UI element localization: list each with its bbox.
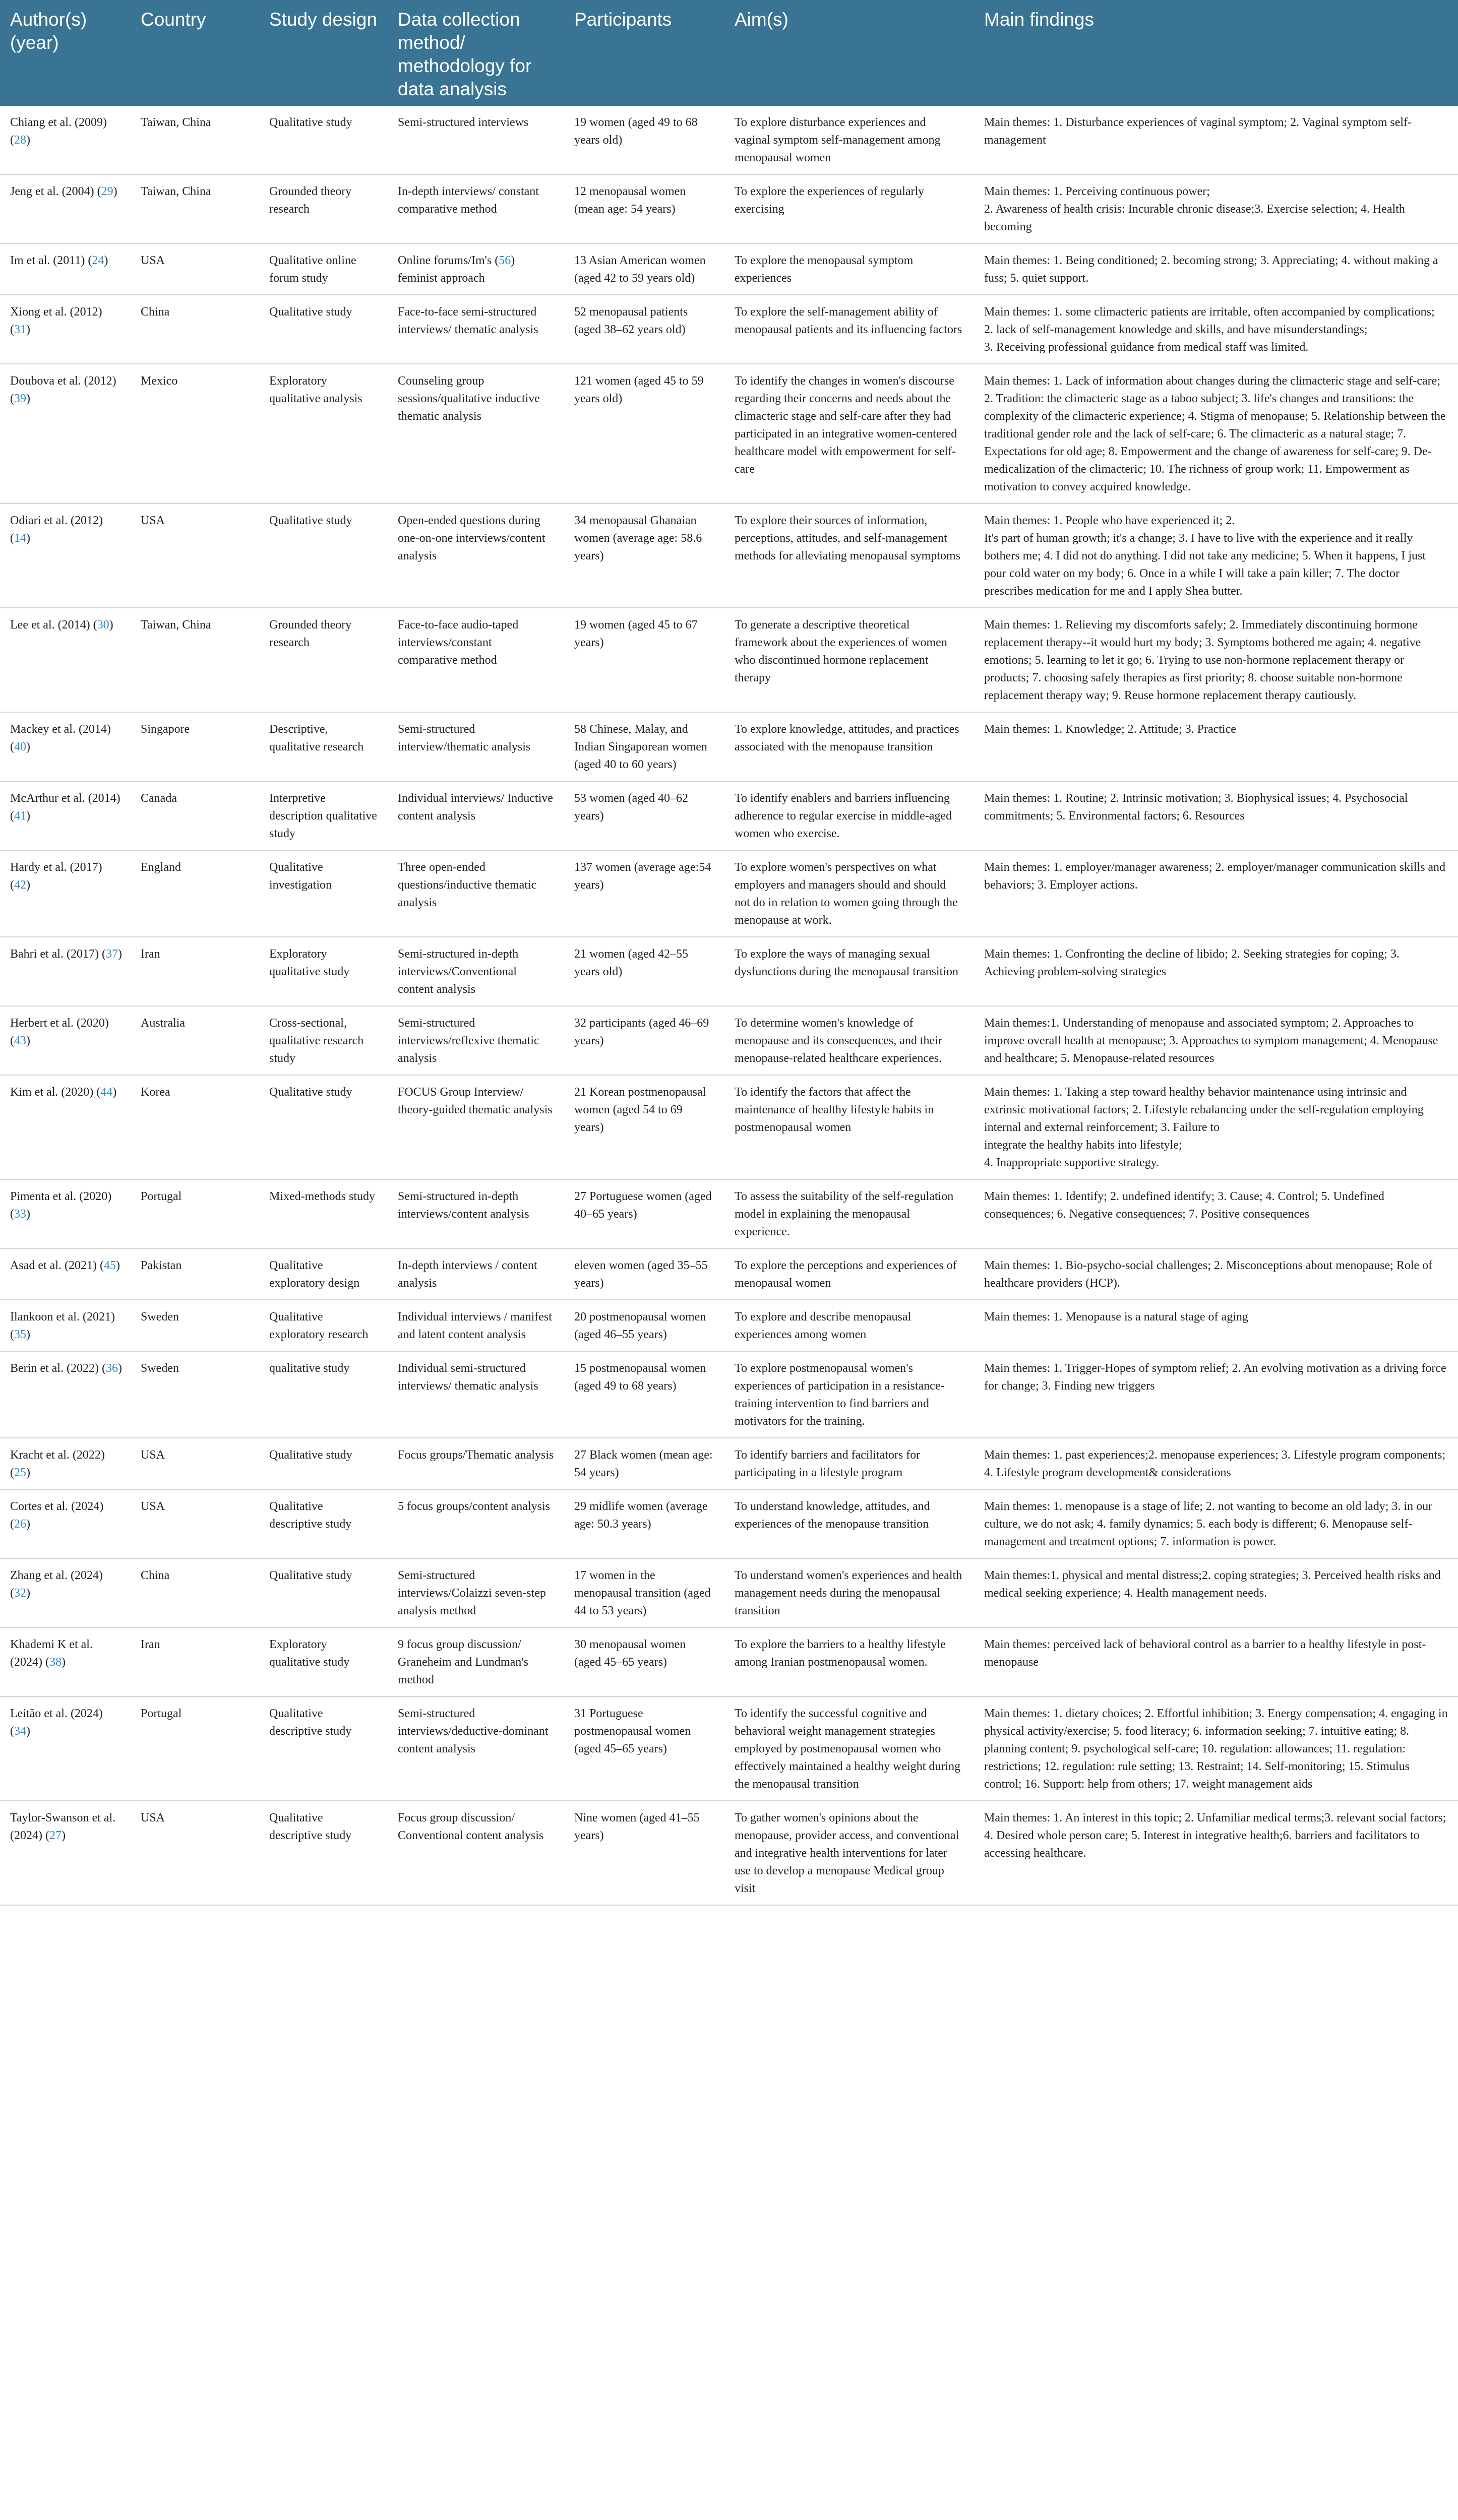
cell-aims: To generate a descriptive theoretical framework about the experiences of women who discontinued hormone replacement therapy — [724, 608, 974, 712]
cell-aims: To identify barriers and facilitators for participating in a lifestyle program — [724, 1438, 974, 1489]
author-text: Kim et al. (2020) ( — [10, 1086, 101, 1099]
table-row — [0, 608, 1458, 712]
cell-method: FOCUS Group Interview/ theory-guided thematic analysis — [388, 1075, 564, 1179]
table-row — [0, 295, 1458, 364]
cell-country: China — [131, 295, 259, 364]
reference-link[interactable]: 27 — [49, 1829, 62, 1842]
cell-author — [0, 1489, 131, 1558]
cell-country: USA — [131, 1438, 259, 1489]
cell-study-design: Qualitative investigation — [259, 850, 388, 937]
cell-participants: 27 Portuguese women (aged 40–65 years) — [564, 1179, 724, 1248]
cell-aims: To explore knowledge, attitudes, and practices associated with the menopause transition — [724, 712, 974, 781]
author-text-end: ) — [26, 878, 30, 892]
cell-aims: To explore the menopausal symptom experiences — [724, 243, 974, 295]
cell-study-design: Grounded theory research — [259, 174, 388, 243]
cell-aims: To explore the experiences of regularly exercising — [724, 174, 974, 243]
cell-country: Korea — [131, 1075, 259, 1179]
table-row — [0, 1489, 1458, 1558]
cell-participants: 29 midlife women (average age: 50.3 years) — [564, 1489, 724, 1558]
cell-author — [0, 1179, 131, 1248]
author-text-end: ) — [117, 948, 122, 961]
cell-country: Pakistan — [131, 1248, 259, 1300]
cell-method: Semi-structured in-depth interviews/content analysis — [388, 1179, 564, 1248]
cell-study-design: Descriptive, qualitative research — [259, 712, 388, 781]
author-text: Chiang et al. (2009) ( — [10, 116, 107, 147]
reference-link[interactable]: 31 — [14, 323, 26, 336]
reference-link[interactable]: 40 — [14, 740, 26, 753]
author-text: Hardy et al. (2017) ( — [10, 861, 102, 892]
cell-country: Taiwan, China — [131, 608, 259, 712]
cell-participants: 15 postmenopausal women (aged 49 to 68 years) — [564, 1351, 724, 1438]
cell-findings: Main themes: perceived lack of behavioral control as a barrier to a healthy lifestyle in post-menopause — [974, 1627, 1458, 1696]
author-text: Mackey et al. (2014) ( — [10, 723, 111, 753]
author-text-end: ) — [113, 185, 117, 198]
cell-method: Semi-structured interviews/Colaizzi seven-step analysis method — [388, 1558, 564, 1627]
reference-link[interactable]: 33 — [14, 1208, 26, 1221]
reference-link[interactable]: 41 — [14, 809, 26, 823]
cell-country: Iran — [131, 937, 259, 1006]
cell-method: Three open-ended questions/inductive thematic analysis — [388, 850, 564, 937]
cell-country: USA — [131, 1489, 259, 1558]
cell-method: Counseling group sessions/qualitative inductive thematic analysis — [388, 364, 564, 503]
reference-link[interactable]: 56 — [499, 254, 511, 267]
cell-aims: To explore the perceptions and experiences of menopausal women — [724, 1248, 974, 1300]
author-text-end: ) — [26, 1328, 30, 1341]
cell-study-design: Qualitative exploratory design — [259, 1248, 388, 1300]
cell-study-design: Mixed-methods study — [259, 1179, 388, 1248]
reference-link[interactable]: 42 — [14, 878, 26, 892]
reference-link[interactable]: 43 — [14, 1034, 26, 1047]
table-row — [0, 1801, 1458, 1905]
table-row — [0, 1075, 1458, 1179]
cell-study-design: Exploratory qualitative study — [259, 1627, 388, 1696]
cell-study-design: Qualitative descriptive study — [259, 1489, 388, 1558]
header-study-design: Study design — [259, 0, 388, 106]
cell-participants: 58 Chinese, Malay, and Indian Singaporean women (aged 40 to 60 years) — [564, 712, 724, 781]
cell-aims: To explore and describe menopausal experiences among women — [724, 1300, 974, 1351]
cell-participants: 19 women (aged 49 to 68 years old) — [564, 106, 724, 174]
cell-method: Open-ended questions during one-on-one interviews/content analysis — [388, 503, 564, 608]
cell-aims: To explore the ways of managing sexual dysfunctions during the menopausal transition — [724, 937, 974, 1006]
cell-findings: Main themes: 1. Perceiving continuous power; 2. Awareness of health crisis: Incurable chronic disease;3. Exercise selection; 4. Health becoming — [974, 174, 1458, 243]
cell-aims: To identify enablers and barriers influencing adherence to regular exercise in middle-aged women who exercise. — [724, 781, 974, 850]
author-text: Taylor-Swanson et al. (2024) ( — [10, 1811, 116, 1842]
reference-link[interactable]: 38 — [49, 1656, 62, 1669]
author-text-end: ) — [61, 1656, 66, 1669]
cell-aims: To explore their sources of information, perceptions, attitudes, and self-management methods for alleviating menopausal symptoms — [724, 503, 974, 608]
cell-participants: 21 women (aged 42–55 years old) — [564, 937, 724, 1006]
reference-link[interactable]: 37 — [105, 948, 118, 961]
cell-country: Portugal — [131, 1179, 259, 1248]
cell-study-design: Grounded theory research — [259, 608, 388, 712]
cell-study-design: Qualitative study — [259, 1075, 388, 1179]
table-row — [0, 174, 1458, 243]
table-body — [0, 106, 1458, 1905]
header-findings: Main findings — [974, 0, 1458, 106]
table-row — [0, 1558, 1458, 1627]
cell-country: Australia — [131, 1006, 259, 1075]
cell-findings: Main themes: 1. Being conditioned; 2. becoming strong; 3. Appreciating; 4. without making a fuss; 5. quiet support. — [974, 243, 1458, 295]
cell-country: Sweden — [131, 1351, 259, 1438]
author-text: Zhang et al. (2024) ( — [10, 1569, 103, 1600]
cell-study-design: Qualitative study — [259, 1438, 388, 1489]
author-text-end: ) — [26, 1587, 30, 1600]
cell-aims: To determine women's knowledge of menopause and its consequences, and their menopause-related healthcare experiences. — [724, 1006, 974, 1075]
cell-author — [0, 1300, 131, 1351]
cell-author — [0, 1248, 131, 1300]
cell-country: USA — [131, 243, 259, 295]
author-text-end: ) — [26, 1466, 30, 1479]
cell-country: Iran — [131, 1627, 259, 1696]
author-text-end: ) — [112, 1086, 117, 1099]
table-row — [0, 1248, 1458, 1300]
cell-author — [0, 608, 131, 712]
cell-participants: 34 menopausal Ghanaian women (average age: 58.6 years) — [564, 503, 724, 608]
cell-aims: To gather women's opinions about the menopause, provider access, and conventional and integrative health interventions for later use to develop a menopause Medical group visit — [724, 1801, 974, 1905]
method-text-end: ) feminist approach — [398, 254, 515, 285]
cell-aims: To identify the factors that affect the maintenance of healthy lifestyle habits in postmenopausal women — [724, 1075, 974, 1179]
cell-aims: To explore disturbance experiences and vaginal symptom self-management among menopausal women — [724, 106, 974, 174]
table-row — [0, 1300, 1458, 1351]
author-text: Lee et al. (2014) ( — [10, 618, 97, 632]
author-text-end: ) — [26, 532, 30, 545]
author-text-end: ) — [117, 1362, 122, 1375]
cell-study-design: Qualitative study — [259, 503, 388, 608]
cell-findings: Main themes: 1. dietary choices; 2. Effortful inhibition; 3. Energy compensation; 4. engaging in physical activity/exercise; 5. food literacy; 6. information seeking; 7. intuitive eating; 8. planning content; 9. psychological self-care; 10. regulation: allowances; 11. regulation: restrictions; 12. regulation: rule setting; 13. Restraint; 14. Self-monitoring; 15. Stimulus control; 16. Support: help from others; 17. weight management aids — [974, 1696, 1458, 1801]
cell-method: Individual semi-structured interviews/ thematic analysis — [388, 1351, 564, 1438]
cell-author — [0, 1627, 131, 1696]
cell-author — [0, 1438, 131, 1489]
cell-author — [0, 1696, 131, 1801]
author-text: Khademi K et al. (2024) ( — [10, 1638, 93, 1669]
cell-author — [0, 1006, 131, 1075]
table-header — [0, 0, 1458, 106]
table-row — [0, 1438, 1458, 1489]
cell-author — [0, 1075, 131, 1179]
author-text-end: ) — [61, 1829, 66, 1842]
cell-method: In-depth interviews/ constant comparative method — [388, 174, 564, 243]
cell-participants: 31 Portuguese postmenopausal women (aged 45–65 years) — [564, 1696, 724, 1801]
cell-study-design: Cross-sectional, qualitative research study — [259, 1006, 388, 1075]
table-row — [0, 1179, 1458, 1248]
cell-method: Semi-structured interview/thematic analysis — [388, 712, 564, 781]
cell-study-design: Qualitative descriptive study — [259, 1801, 388, 1905]
header-aims: Aim(s) — [724, 0, 974, 106]
cell-participants: 32 participants (aged 46–69 years) — [564, 1006, 724, 1075]
cell-findings: Main themes: 1. Confronting the decline of libido; 2. Seeking strategies for coping; 3. Achieving problem-solving strategies — [974, 937, 1458, 1006]
cell-country: Taiwan, China — [131, 174, 259, 243]
author-text: Cortes et al. (2024) ( — [10, 1500, 104, 1531]
table-row — [0, 712, 1458, 781]
cell-participants: 121 women (aged 45 to 59 years old) — [564, 364, 724, 503]
cell-method: Face-to-face semi-structured interviews/ thematic analysis — [388, 295, 564, 364]
reference-link[interactable]: 24 — [92, 254, 104, 267]
cell-method: Individual interviews/ Inductive content analysis — [388, 781, 564, 850]
author-text: Ilankoon et al. (2021) ( — [10, 1310, 115, 1341]
table-row — [0, 850, 1458, 937]
cell-study-design: Qualitative study — [259, 106, 388, 174]
cell-study-design: Qualitative study — [259, 1558, 388, 1627]
cell-participants: 30 menopausal women (aged 45–65 years) — [564, 1627, 724, 1696]
cell-findings: Main themes: 1. Routine; 2. Intrinsic motivation; 3. Biophysical issues; 4. Psychosocial commitments; 5. Environmental factors; 6. Resources — [974, 781, 1458, 850]
cell-study-design: Qualitative descriptive study — [259, 1696, 388, 1801]
cell-method — [388, 243, 564, 295]
author-text: Bahri et al. (2017) ( — [10, 948, 106, 961]
cell-participants: 52 menopausal patients (aged 38–62 years old) — [564, 295, 724, 364]
cell-findings: Main themes: 1. past experiences;2. menopause experiences; 3. Lifestyle program components; 4. Lifestyle program development& considerations — [974, 1438, 1458, 1489]
cell-country: Canada — [131, 781, 259, 850]
cell-author — [0, 1351, 131, 1438]
cell-findings: Main themes: 1. An interest in this topic; 2. Unfamiliar medical terms;3. relevant social factors; 4. Desired whole person care; 5. Interest in integrative health;6. barriers and facilitators to accessing healthcare. — [974, 1801, 1458, 1905]
cell-participants: 21 Korean postmenopausal women (aged 54 to 69 years) — [564, 1075, 724, 1179]
cell-country: Mexico — [131, 364, 259, 503]
author-text-end: ) — [26, 1518, 30, 1531]
reference-link[interactable]: 25 — [14, 1466, 26, 1479]
cell-method: 9 focus group discussion/ Graneheim and Lundman's method — [388, 1627, 564, 1696]
author-text-end: ) — [104, 254, 108, 267]
reference-link[interactable]: 14 — [14, 532, 26, 545]
cell-country: England — [131, 850, 259, 937]
author-text-end: ) — [109, 618, 113, 632]
cell-author — [0, 295, 131, 364]
cell-study-design: Interpretive description qualitative study — [259, 781, 388, 850]
author-text: Kracht et al. (2022) ( — [10, 1448, 105, 1479]
cell-findings: Main themes: 1. Bio-psycho-social challenges; 2. Misconceptions about menopause; Role of healthcare providers (HCP). — [974, 1248, 1458, 1300]
cell-participants: 27 Black women (mean age: 54 years) — [564, 1438, 724, 1489]
method-text: Online forums/Im's ( — [398, 254, 499, 267]
author-text: Herbert et al. (2020) ( — [10, 1017, 109, 1047]
table-row — [0, 781, 1458, 850]
table-row — [0, 243, 1458, 295]
reference-link[interactable]: 44 — [100, 1086, 113, 1099]
cell-author — [0, 850, 131, 937]
reference-link[interactable]: 26 — [14, 1518, 26, 1531]
reference-link[interactable]: 29 — [101, 185, 113, 198]
table-row — [0, 1006, 1458, 1075]
cell-study-design: Exploratory qualitative study — [259, 937, 388, 1006]
cell-findings: Main themes: 1. Identify; 2. undefined identify; 3. Cause; 4. Control; 5. Undefined consequences; 6. Negative consequences; 7. Positive consequences — [974, 1179, 1458, 1248]
cell-participants: 12 menopausal women (mean age: 54 years) — [564, 174, 724, 243]
cell-author — [0, 364, 131, 503]
reference-link[interactable]: 39 — [14, 392, 26, 405]
cell-findings: Main themes: 1. Relieving my discomforts safely; 2. Immediately discontinuing hormone replacement therapy--it would hurt my body; 3. Symptoms bothered me again; 4. negative emotions; 5. learning to let it go; 6. Trying to use non-hormone replacement therapy or products; 7. choosing safely therapies as first priority; 8. choose suitable non-hormone replacement therapy way; 9. Reuse hormone replacement therapy cautiously. — [974, 608, 1458, 712]
cell-participants: 17 women in the menopausal transition (aged 44 to 53 years) — [564, 1558, 724, 1627]
cell-study-design: qualitative study — [259, 1351, 388, 1438]
cell-author — [0, 937, 131, 1006]
cell-findings: Main themes: 1. Disturbance experiences of vaginal symptom; 2. Vaginal symptom self-management — [974, 106, 1458, 174]
author-text: Pimenta et al. (2020) ( — [10, 1190, 112, 1221]
cell-participants: 13 Asian American women (aged 42 to 59 years old) — [564, 243, 724, 295]
cell-country: USA — [131, 503, 259, 608]
cell-participants: 137 women (average age:54 years) — [564, 850, 724, 937]
cell-participants: 53 women (aged 40–62 years) — [564, 781, 724, 850]
reference-link[interactable]: 45 — [103, 1259, 116, 1272]
cell-study-design: Qualitative exploratory research — [259, 1300, 388, 1351]
cell-country: Taiwan, China — [131, 106, 259, 174]
cell-method: In-depth interviews / content analysis — [388, 1248, 564, 1300]
cell-method: Individual interviews / manifest and latent content analysis — [388, 1300, 564, 1351]
author-text-end: ) — [26, 1034, 30, 1047]
cell-country: Sweden — [131, 1300, 259, 1351]
cell-study-design: Qualitative online forum study — [259, 243, 388, 295]
cell-author — [0, 1558, 131, 1627]
cell-findings: Main themes: 1. employer/manager awareness; 2. employer/manager communication skills and behaviors; 3. Employer actions. — [974, 850, 1458, 937]
cell-findings: Main themes:1. physical and mental distress;2. coping strategies; 3. Perceived health risks and medical seeking experience; 4. Health management needs. — [974, 1558, 1458, 1627]
cell-participants: 20 postmenopausal women (aged 46–55 years) — [564, 1300, 724, 1351]
cell-findings: Main themes: 1. Menopause is a natural stage of aging — [974, 1300, 1458, 1351]
cell-aims: To identify the successful cognitive and behavioral weight management strategies employed by postmenopausal women who effectively maintained a healthy weight during the menopausal transition — [724, 1696, 974, 1801]
author-text-end: ) — [115, 1259, 120, 1272]
table-row — [0, 106, 1458, 174]
reference-link[interactable]: 35 — [14, 1328, 26, 1341]
cell-findings: Main themes: 1. Taking a step toward healthy behavior maintenance using intrinsic and extrinsic motivational factors; 2. Lifestyle rebalancing under the self-regulation employing internal and external reinforcement; 3. Failure to integrate the healthy habits into lifestyle; 4. Inappropriate supportive strategy. — [974, 1075, 1458, 1179]
cell-aims: To understand knowledge, attitudes, and experiences of the menopause transition — [724, 1489, 974, 1558]
cell-method: Focus group discussion/ Conventional content analysis — [388, 1801, 564, 1905]
reference-link[interactable]: 34 — [14, 1725, 26, 1738]
author-text: Doubova et al. (2012) ( — [10, 374, 116, 405]
author-text: Odiari et al. (2012) ( — [10, 514, 103, 545]
cell-method: Semi-structured interviews/reflexive thematic analysis — [388, 1006, 564, 1075]
cell-author — [0, 106, 131, 174]
cell-findings: Main themes:1. Understanding of menopause and associated symptom; 2. Approaches to improve overall health at menopause; 3. Approaches to symptom management; 4. Menopause and healthcare; 5. Menopause-related resources — [974, 1006, 1458, 1075]
cell-method: Semi-structured in-depth interviews/Conventional content analysis — [388, 937, 564, 1006]
author-text-end: ) — [26, 134, 30, 147]
cell-country: USA — [131, 1801, 259, 1905]
cell-aims: To explore women's perspectives on what employers and managers should and should not do in relation to women going through the menopause at work. — [724, 850, 974, 937]
header-row — [0, 0, 1458, 106]
author-text: Berin et al. (2022) ( — [10, 1362, 106, 1375]
cell-aims: To explore postmenopausal women's experiences of participation in a resistance-training intervention to find barriers and motivators for the training. — [724, 1351, 974, 1438]
cell-method: Semi-structured interviews/deductive-dominant content analysis — [388, 1696, 564, 1801]
cell-findings: Main themes: 1. menopause is a stage of life; 2. not wanting to become an old lady; 3. in our culture, we do not ask; 4. family dynamics; 5. each body is different; 6. Menopause self-management and treatment options; 7. information is power. — [974, 1489, 1458, 1558]
cell-author — [0, 243, 131, 295]
reference-link[interactable]: 30 — [97, 618, 109, 632]
cell-aims: To explore the self-management ability of menopausal patients and its influencing factors — [724, 295, 974, 364]
author-text: Im et al. (2011) ( — [10, 254, 92, 267]
cell-participants: Nine women (aged 41–55 years) — [564, 1801, 724, 1905]
cell-findings: Main themes: 1. People who have experienced it; 2. It's part of human growth; it's a change; 3. I have to live with the experience and it really bothers me; 4. I did not do anything. I did not take any medicine; 5. When it happens, I just pour cold water on my body; 6. Once in a while I will take a pain killer; 7. The doctor prescribes medication for me and I apply Shea butter. — [974, 503, 1458, 608]
cell-method: Focus groups/Thematic analysis — [388, 1438, 564, 1489]
cell-method: 5 focus groups/content analysis — [388, 1489, 564, 1558]
cell-country: Singapore — [131, 712, 259, 781]
author-text: Leitão et al. (2024) ( — [10, 1707, 103, 1738]
cell-study-design: Qualitative study — [259, 295, 388, 364]
cell-findings: Main themes: 1. Knowledge; 2. Attitude; 3. Practice — [974, 712, 1458, 781]
cell-country: China — [131, 1558, 259, 1627]
table-row — [0, 1696, 1458, 1801]
reference-link[interactable]: 36 — [105, 1362, 118, 1375]
author-text: Jeng et al. (2004) ( — [10, 185, 101, 198]
cell-participants: 19 women (aged 45 to 67 years) — [564, 608, 724, 712]
header-country: Country — [131, 0, 259, 106]
table-row — [0, 937, 1458, 1006]
table-row — [0, 364, 1458, 503]
cell-author — [0, 712, 131, 781]
cell-participants: eleven women (aged 35–55 years) — [564, 1248, 724, 1300]
author-text-end: ) — [26, 809, 30, 823]
table-row — [0, 1351, 1458, 1438]
author-text-end: ) — [26, 1208, 30, 1221]
cell-findings: Main themes: 1. Trigger-Hopes of symptom relief; 2. An evolving motivation as a driving force for change; 3. Finding new triggers — [974, 1351, 1458, 1438]
cell-country: Portugal — [131, 1696, 259, 1801]
cell-study-design: Exploratory qualitative analysis — [259, 364, 388, 503]
cell-author — [0, 174, 131, 243]
author-text-end: ) — [26, 740, 30, 753]
author-text: Xiong et al. (2012) ( — [10, 305, 102, 336]
cell-method: Semi-structured interviews — [388, 106, 564, 174]
reference-link[interactable]: 32 — [14, 1587, 26, 1600]
author-text-end: ) — [26, 1725, 30, 1738]
cell-findings: Main themes: 1. Lack of information about changes during the climacteric stage and self-care; 2. Tradition: the climacteric stage as a taboo subject; 3. life's changes and transitions: the complexity of the climacteric experience; 4. Stigma of menopause; 5. Relationship between the traditional gender role and the lack of self-care; 6. The climacteric as a natural stage; 7. Expectations for old age; 8. Empowerment and the change of awareness for self-care; 9. De-medicalization of the climacteric; 10. The richness of group work; 11. Empowerment as motivation to convey acquired knowledge. — [974, 364, 1458, 503]
cell-aims: To understand women's experiences and health management needs during the menopausal transition — [724, 1558, 974, 1627]
reference-link[interactable]: 28 — [14, 134, 26, 147]
header-author: Author(s) (year) — [0, 0, 131, 106]
table-row — [0, 1627, 1458, 1696]
cell-author — [0, 1801, 131, 1905]
author-text: Asad et al. (2021) ( — [10, 1259, 104, 1272]
cell-aims: To assess the suitability of the self-regulation model in explaining the menopausal experience. — [724, 1179, 974, 1248]
cell-findings: Main themes: 1. some climacteric patients are irritable, often accompanied by complications; 2. lack of self-management knowledge and skills, and have misunderstandings; 3. Receiving professional guidance from medical staff was limited. — [974, 295, 1458, 364]
cell-aims: To identify the changes in women's discourse regarding their concerns and needs about the climacteric stage and self-care after they had participated in an integrative women-centered healthcare model with empowerment for self-care — [724, 364, 974, 503]
cell-aims: To explore the barriers to a healthy lifestyle among Iranian postmenopausal women. — [724, 1627, 974, 1696]
header-participants: Participants — [564, 0, 724, 106]
cell-author — [0, 781, 131, 850]
header-method: Data collection method/ methodology for data analysis — [388, 0, 564, 106]
author-text: McArthur et al. (2014) ( — [10, 792, 120, 823]
table-row — [0, 503, 1458, 608]
cell-method: Face-to-face audio-taped interviews/constant comparative method — [388, 608, 564, 712]
cell-author — [0, 503, 131, 608]
author-text-end: ) — [26, 392, 30, 405]
author-text-end: ) — [26, 323, 30, 336]
